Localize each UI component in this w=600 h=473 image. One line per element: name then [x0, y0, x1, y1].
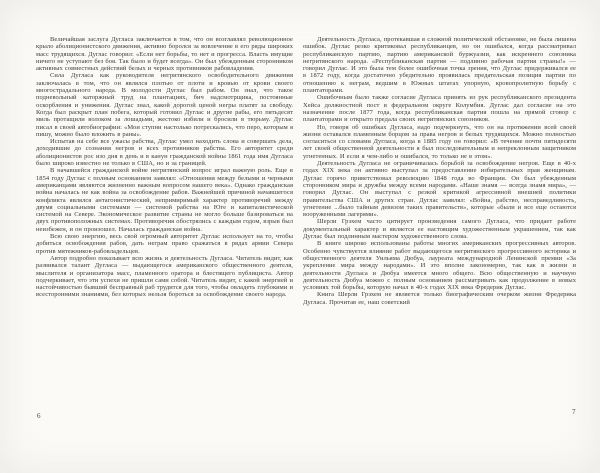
paragraph: В книге широко использованы работы многих американских прогрессивных авторов. Особенно чувствуется влияние работ выдающегося негритянского прогрессивного историка и общественного деятеля Уильяма Дюбуа, лауреата международной Ленинской премии «За укрепление мира между народами». И это вполне закономерно, так как в жизни и деятельности Дугласа и Дюбуа имеется много общего. Всю общественную и научную деятельность Дюбуа можно с полным основанием рассматривать как продолжение в новых условиях той борьбы, которую начал в 40-х годах XIX века Фредерик Дуглас. — [303, 240, 576, 292]
paragraph: Деятельность Дугласа, протекавшая в сложной политической обстановке, не была лишена ошибок. Дуглас резко критиковал республиканцев, но он ошибался, когда рассматривал республиканскую партию, партию американской буржуазии, как искреннего союзника негритянского народа. «Республиканская партия — подлинно рабочая партия страны!» — говорил Дуглас. И это была тем более ошибочная точка зрения, что Дуглас придерживался ее в 1872 году, когда достаточно убедительно проявилась предательская позиция партии по отношению к неграм, ведшим в Южных штатах упорную, кровопролитную борьбу с плантаторами. — [303, 36, 576, 95]
paragraph: В начавшейся гражданской войне негритянский вопрос играл важную роль. Еще в 1854 году Дуглас с полным основанием заявлял: «Отношения между белыми и черными американцами являются жизненно важным вопросом нашего века». Однако гражданская война началась не как война за освобождение рабов. Важнейшей причиной начавшегося конфликта являлся антагонистический, непримиримый характер противоречий между двумя социальными системами — системой рабства на Юге и капиталистической системой на Севере. Экономическое развитие страны не могло больше базироваться на двух противоположных системах. Противоречия обострялись с каждым годом, взрыв был неизбежен, и он произошел. Началась гражданская война. — [36, 167, 293, 233]
paragraph: Сила Дугласа как руководителя негритянского освободительного движения заключалась в том, что он являлся плотью от плоти и кровью от крови своего многострадального народа. В молодости Дуглас был рабом. Он знал, что такое подневольный каторжный труд на плантациях, бич надсмотрщика, постоянные оскорбления и унижения. Дуглас знал, какой дорогой ценой негры платят за свободу. Когда был раскрыт план побега, который готовил Дуглас и другие рабы, его пятьдесят миль протащили волоком за лошадьми, жестоко избили и бросили в тюрьму. Дуглас писал в своей автобиографии: «Мои ступни настолько потрескались, что перо, которым я пишу, можно было вложить в раны». — [36, 72, 293, 138]
page-number-right: 7 — [572, 408, 576, 416]
paragraph: Испытав на себе все ужасы рабства, Дуглас умел находить слова и совершать дела, доходившие до сознания негров и всех противников рабства. Его авторитет среди аболиционистов рос изо дня в день и в канун гражданской войны 1861 года имя Дугласа было широко известно не только в США, но и за границей. — [36, 138, 293, 168]
page-number-left: 6 — [37, 412, 41, 420]
paragraph: Но, говоря об ошибках Дугласа, надо подчеркнуть, что он на протяжении всей своей жизни оставался пламенным борцом за права негров и белых трудящихся. Можно полностью согласиться со словами Дугласа, когда в 1885 году он говорил: «В течение почти пятидесяти лет своей общественной деятельности я был последовательным и непреклонным защитником угнетенных. И если я чем-либо и ошибался, то только не в этом». — [303, 123, 576, 160]
paragraph: Деятельность Дугласа не ограничивалась борьбой за освобождение негров. Еще в 40-х годах XIX века он активно выступал за предоставление избирательных прав женщинам. Дуглас горячо приветствовал революцию 1848 года во Франции. Он был убежденным сторонником мира и дружбы между всеми народами. «Наше знамя — всегда знамя мира», — говорил Дуглас. Он выступал с резкой критикой агрессивной внешней политики правительства США и других стран. Дуглас заявлял: «Война, рабство, несправедливость, угнетение ...было тайным девизом таких правительств», которые «были и все еще остаются вооруженными лагерями». — [303, 160, 576, 219]
paragraph: Всю свою энергию, весь свой огромный авторитет Дуглас использует на то, чтобы добиться освобождения рабов, дать неграм право сражаться в рядах армии Севера против мятежников-рабовладельцев. — [36, 233, 293, 255]
paragraph: Величайшая заслуга Дугласа заключается в том, что он возглавлял революционное крыло аболиционистского движения, активно боролся за вовлечение в его ряды широких масс трудящихся. Дуглас говорил: «Если нет борьбы, то нет и прогресса. Власть имущие ничего не уступают без боя. Так было и будет всегда». Он был убежденным сторонником активных совместных действий белых и черных противников рабовладения. — [36, 36, 293, 73]
left-page-text — [36, 36, 293, 299]
paragraph: Книга Шерли Грэхем не является только биографическим очерком жизни Фредерика Дугласа. Прочитав ее, наш советский — [303, 291, 576, 306]
paragraph: Автор подробно показывает всю жизнь и деятельность Дугласа. Читатель видит, как развивался талант Дугласа — выдающегося американского общественного деятеля, мыслителя и организатора масс, пламенного оратора и блестящего публициста. Автор подчеркивает, что эти успехи не пришли сами собой. Читатель видит, с какой энергией и настойчивостью бывший бесправный раб трудится для того, чтобы овладеть глубокими и всесторонними знаниями, без которых нельзя бороться за освобождение своего народа. — [36, 254, 293, 299]
paragraph: Ошибочным было также согласие Дугласа принять из рук республиканского президента Хейса должностной пост в федеральном округе Колумбия. Дуглас дал согласие на это назначение после 1877 года, когда республиканская партия пошла на прямой сговор с плантаторами и открыто предала своих негритянских союзников. — [303, 94, 576, 124]
paragraph: Шерли Грэхем часто цитирует произведения самого Дугласа, что придает работе документальный характер и является ее настоящим художественным украшением, так как Дуглас был подлинным мастером художественного слова. — [303, 218, 576, 241]
right-page-text — [303, 36, 576, 306]
